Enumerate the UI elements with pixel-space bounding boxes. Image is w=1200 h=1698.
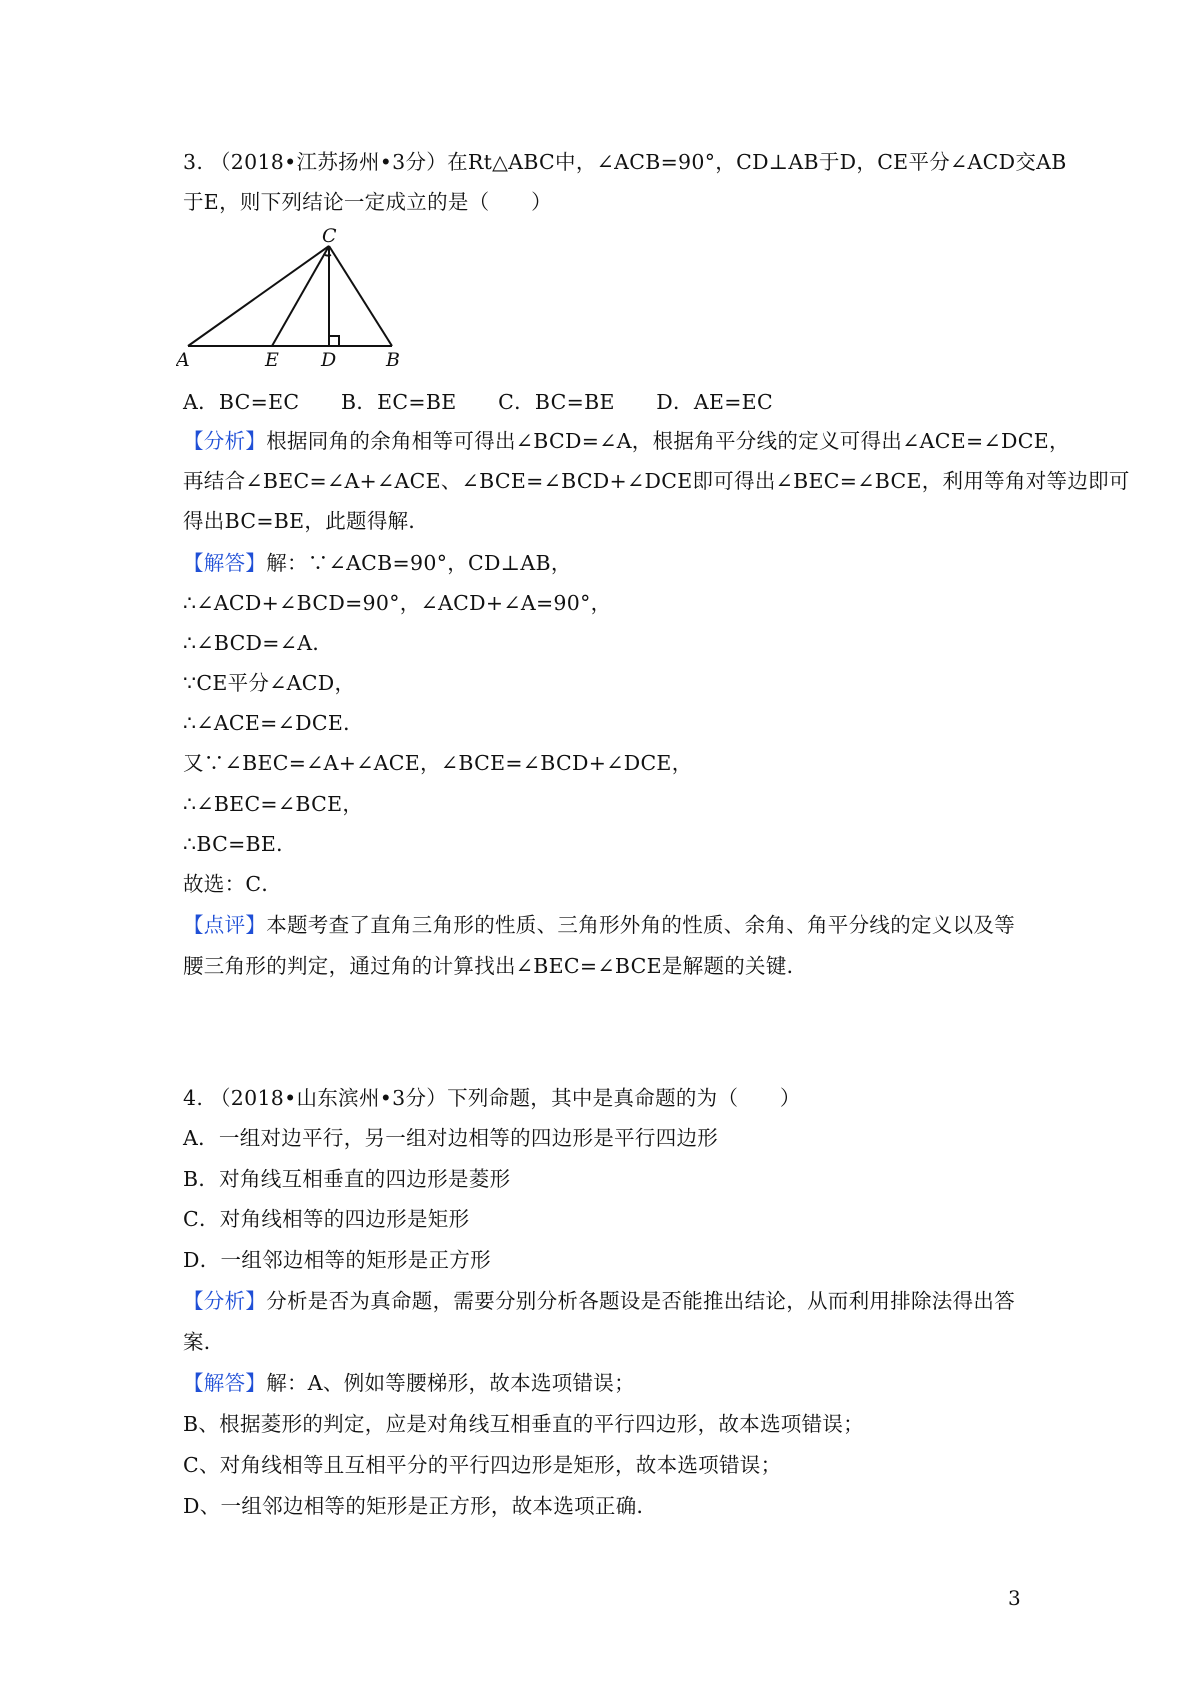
label-a: A: [176, 349, 190, 368]
q4-option-b: B．对角线互相垂直的四边形是菱形: [183, 1167, 511, 1191]
segment-ce: [272, 246, 329, 346]
label-e: E: [265, 349, 279, 368]
q4-analysis-tag: 【分析】: [183, 1289, 267, 1313]
q4-answer-line1: 【解答】解：A、例如等腰梯形，故本选项错误；: [183, 1371, 635, 1395]
q4-analysis-line2: 案．: [183, 1330, 225, 1354]
q3-analysis-tag: 【分析】: [183, 429, 267, 453]
q3-answer-line6: 又∵∠BEC=∠A+∠ACE，∠BCE=∠BCD+∠DCE，: [183, 751, 693, 775]
q4-answer-line4: D、一组邻边相等的矩形是正方形，故本选项正确．: [183, 1494, 658, 1518]
q3-answer-line2: ∴∠ACD+∠BCD=90°，∠ACD+∠A=90°，: [183, 591, 612, 615]
q3-answer-line7: ∴∠BEC=∠BCE，: [183, 792, 364, 816]
right-angle-mark: [329, 336, 339, 346]
triangle-figure: [176, 228, 416, 368]
q3-answer-line8: ∴BC=BE．: [183, 832, 297, 856]
q4-answer-line3: C、对角线相等且互相平分的平行四边形是矩形，故本选项错误；: [183, 1453, 782, 1477]
q3-comment-tag: 【点评】: [183, 913, 267, 937]
q3-analysis-line2: 再结合∠BEC=∠A+∠ACE、∠BCE=∠BCD+∠DCE即可得出∠BEC=∠BCE，利用等角对等边即可: [183, 469, 1130, 493]
q4-answer-tag: 【解答】: [183, 1371, 267, 1395]
q3-answer-line4: ∵CE平分∠ACD，: [183, 671, 356, 695]
q3-analysis-line3: 得出BC=BE，此题得解．: [183, 509, 430, 533]
q4-analysis-line1: 【分析】分析是否为真命题，需要分别分析各题设是否能推出结论，从而利用排除法得出答: [183, 1289, 1016, 1313]
segment-ac: [188, 246, 329, 346]
q3-answer-tag: 【解答】: [183, 551, 267, 575]
angle-arc: [325, 255, 331, 256]
page-number: 3: [1008, 1586, 1021, 1610]
q3-answer-line3: ∴∠BCD=∠A．: [183, 631, 334, 655]
q4-answer-line2: B、根据菱形的判定，应是对角线互相垂直的平行四边形，故本选项错误；: [183, 1412, 864, 1436]
q4-option-c: C．对角线相等的四边形是矩形: [183, 1207, 470, 1231]
q3-options: A．BC=EC B．EC=BE C．BC=BE D．AE=EC: [183, 390, 773, 414]
q4-option-d: D．一组邻边相等的矩形是正方形: [183, 1248, 491, 1272]
q4-stem: 4. （2018•山东滨州•3分）下列命题，其中是真命题的为（ ）: [183, 1086, 801, 1110]
label-c: C: [322, 228, 337, 247]
q4-option-a: A．一组对边平行，另一组对边相等的四边形是平行四边形: [183, 1126, 719, 1150]
q3-stem-line1: 3. （2018•江苏扬州•3分）在Rt△ABC中，∠ACB=90°，CD⊥AB于D，CE平分∠ACD交AB: [183, 150, 1067, 174]
q3-answer-line5: ∴∠ACE=∠DCE．: [183, 711, 364, 735]
label-d: D: [321, 349, 337, 368]
label-b: B: [386, 349, 400, 368]
q3-comment-line1: 【点评】本题考查了直角三角形的性质、三角形外角的性质、余角、角平分线的定义以及等: [183, 913, 1016, 937]
q3-comment-line2: 腰三角形的判定，通过角的计算找出∠BEC=∠BCE是解题的关键．: [183, 954, 808, 978]
q3-stem-line2: 于E，则下列结论一定成立的是（ ）: [183, 190, 552, 214]
segment-cb: [329, 246, 392, 346]
q3-answer-line1: 【解答】解：∵∠ACB=90°，CD⊥AB，: [183, 551, 572, 575]
q3-answer-line9: 故选：C．: [183, 872, 283, 896]
q3-analysis-line1: 【分析】根据同角的余角相等可得出∠BCD=∠A，根据角平分线的定义可得出∠ACE=∠DCE，: [183, 429, 1070, 453]
